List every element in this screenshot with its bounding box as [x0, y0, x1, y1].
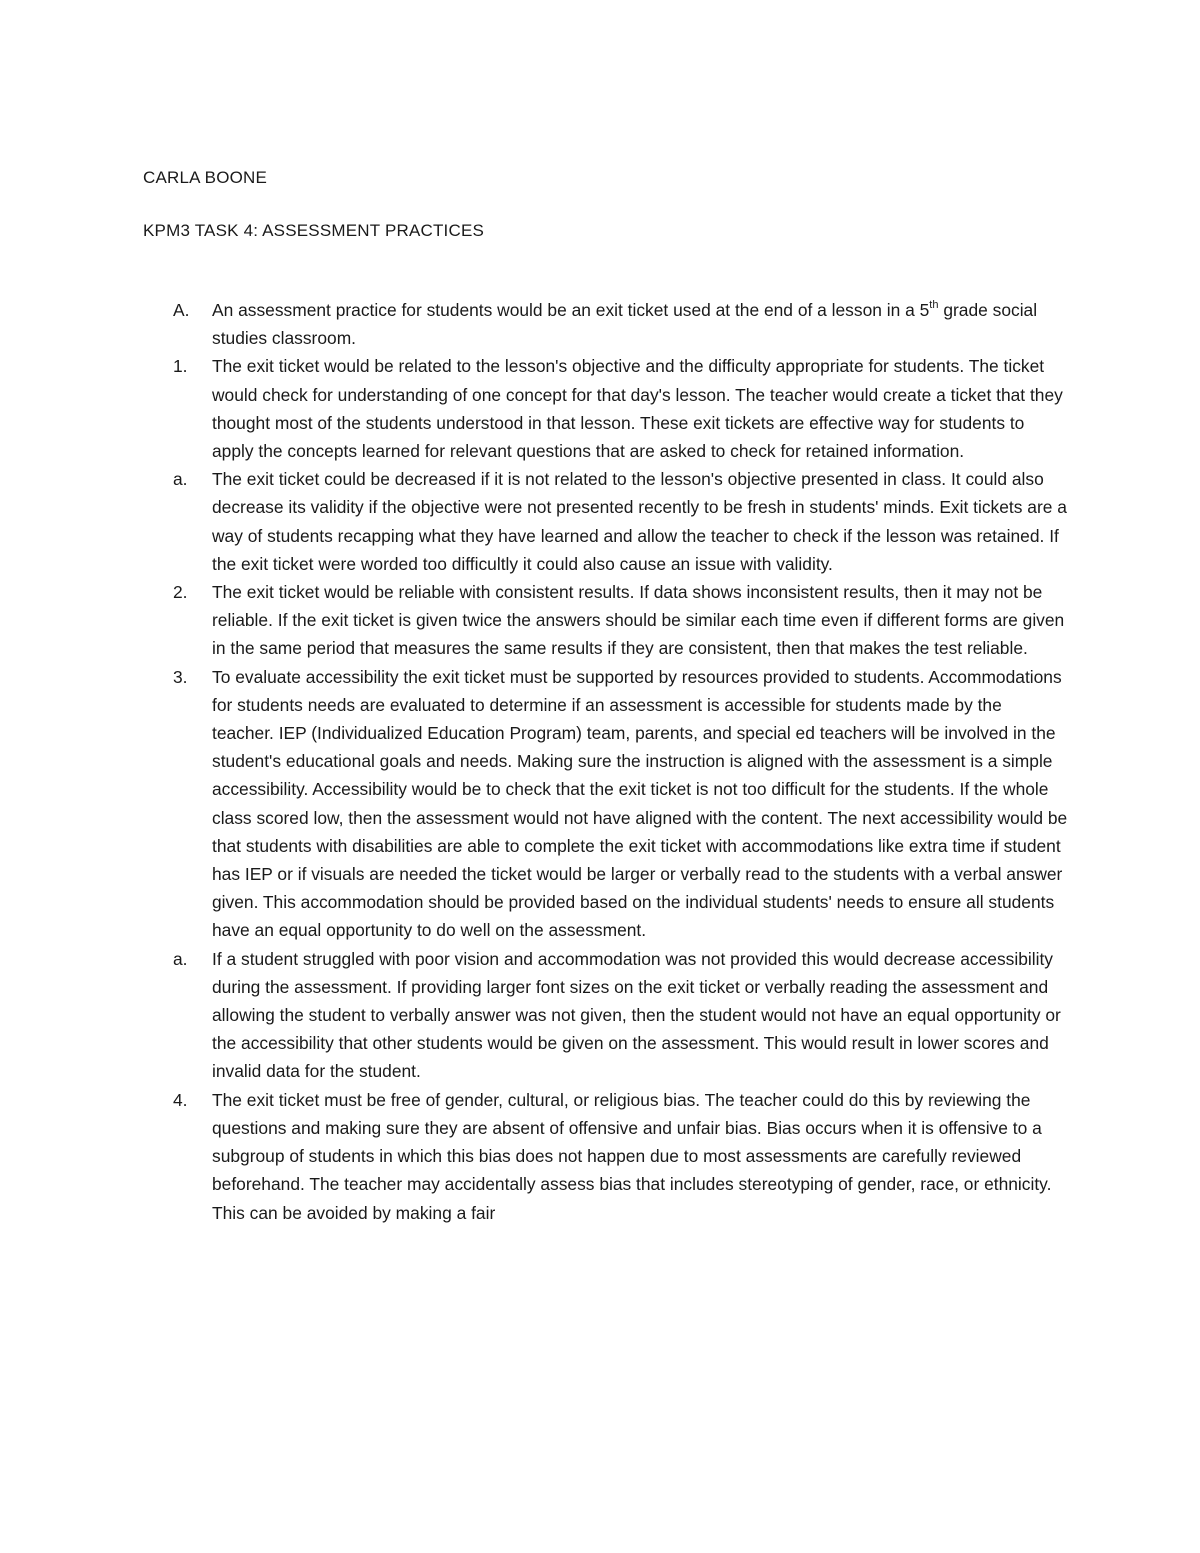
document-title: KPM3 TASK 4: ASSESSMENT PRACTICES — [143, 221, 485, 240]
list-item-text: The exit ticket could be decreased if it is not related to the lesson's objective presented in class. It could also decrease its validity if the objective were not presented recently to be fresh in students' minds. Exit tickets are a way of students recapping what they have learned and allow the teacher to check if the lesson was retained. If the exit ticket were worded too difficultly it could also cause an issue with validity. — [212, 469, 1067, 574]
list-item-3 — [143, 663, 1068, 945]
list-item-4 — [143, 1086, 1068, 1227]
list-item-text: To evaluate accessibility the exit ticket must be supported by resources provided to students. Accommodations for students needs are evaluated to determine if an assessment is accessible for students made by the teacher. IEP (Individualized Education Program) team, parents, and special ed teachers will be involved in the student's educational goals and needs. Making sure the instruction is aligned with the assessment is a simple accessibility. Accessibility would be to check that the exit ticket is not too difficult for the students. If the whole class scored low, then the assessment would not have aligned with the content. The next accessibility would be that students with disabilities are able to complete the exit ticket with accommodations like extra time if student has IEP or if visuals are needed the ticket would be larger or verbally read to the students with a verbal answer given. This accommodation should be provided based on the individual students' needs to ensure all students have an equal opportunity to do well on the assessment. — [212, 666, 1068, 941]
list-item-3a — [143, 945, 1068, 1086]
list-item-A — [143, 296, 1068, 352]
list-item-text: The exit ticket would be reliable with consistent results. If data shows inconsistent results, then it may not be reliable. If the exit ticket is given twice the answers should be similar each time even if different forms are given in the same period that measures the same results if they are consistent, then that makes the test reliable. — [212, 582, 1065, 659]
list-marker: a. — [173, 469, 188, 490]
list-item-1 — [143, 352, 1068, 465]
author-name: CARLA BOONE — [143, 168, 268, 187]
list-marker: 2. — [173, 582, 188, 603]
list-item-text: An assessment practice for students would be an exit ticket used at the end of a lesson in a 5th grade social studies classroom. — [212, 299, 1038, 349]
list-marker: 1. — [173, 356, 188, 377]
list-marker: 4. — [173, 1089, 188, 1110]
list-item-text: The exit ticket must be free of gender, cultural, or religious bias. The teacher could do this by reviewing the questions and making sure they are absent of offensive and unfair bias. Bias occurs when it is offensive to a subgroup of students in which this bias does not happen due to most assessments are carefully reviewed beforehand. The teacher may accidentally assess bias that includes stereotyping of gender, race, or ethnicity. This can be avoided by making a fair — [212, 1089, 1052, 1223]
list-item-2 — [143, 578, 1068, 663]
list-item-1a — [143, 465, 1068, 578]
list-marker: 3. — [173, 666, 188, 687]
superscript-ordinal: th — [929, 299, 939, 312]
assessment-list — [143, 296, 1068, 1227]
list-marker: A. — [173, 300, 190, 320]
list-marker: a. — [173, 948, 188, 969]
list-item-text: The exit ticket would be related to the lesson's objective and the difficulty appropriate for students. The ticket would check for understanding of one concept for that day's lesson. The teacher would create a ticket that they thought most of the students understood in that lesson. These exit tickets are effective way for students to apply the concepts learned for relevant questions that are asked to check for retained information. — [212, 356, 1063, 462]
list-item-text: If a student struggled with poor vision and accommodation was not provided this would decrease accessibility during the assessment. If providing larger font sizes on the exit ticket or verbally reading the assessment and allowing the student to verbally answer was not given, then the student would not have an equal opportunity or the accessibility that other students would be given on the assessment. This would result in lower scores and invalid data for the student. — [212, 948, 1061, 1082]
